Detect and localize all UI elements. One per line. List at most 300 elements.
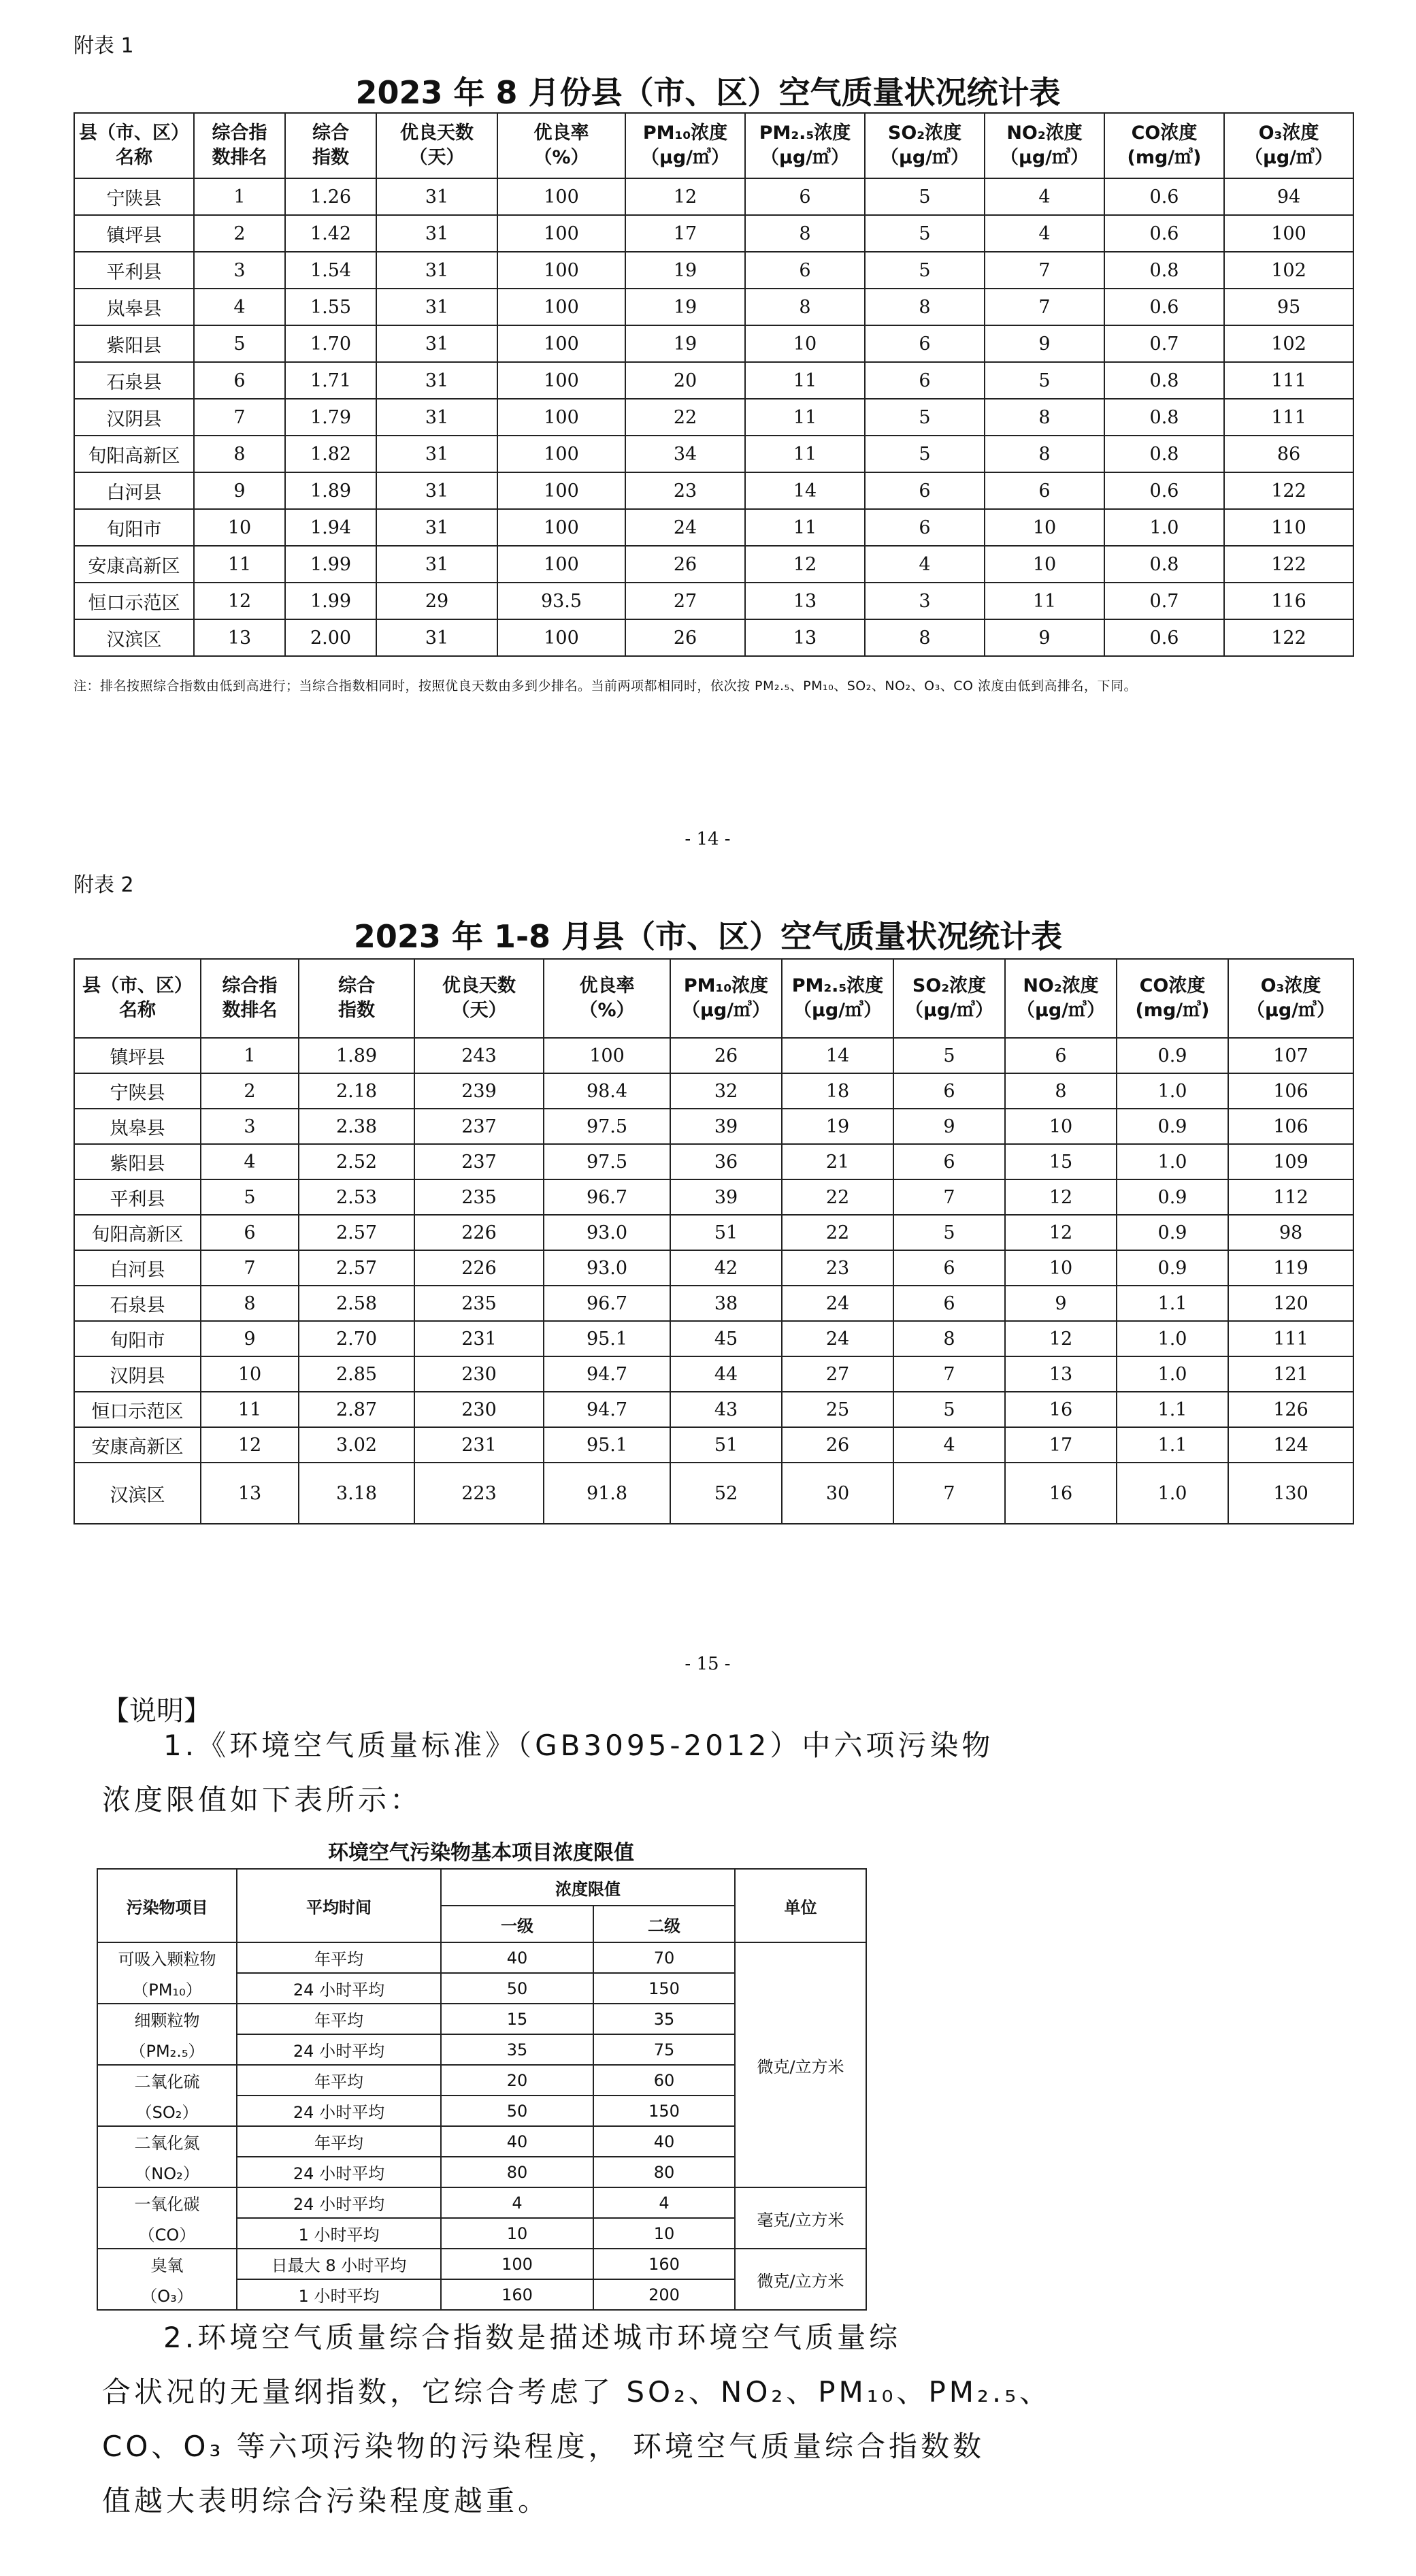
table1-cell: 平利县 (74, 252, 194, 289)
table1-label: 附表 1 (73, 34, 134, 58)
table1-cell: 8 (745, 289, 865, 325)
table-row (74, 289, 1353, 325)
table-row (74, 472, 1353, 509)
table-row (74, 1321, 1353, 1356)
table2-cell: 12 (1005, 1215, 1117, 1250)
table2-cell: 26 (782, 1427, 893, 1463)
table1-cell: 6 (194, 362, 285, 399)
table2-cell: 21 (782, 1144, 893, 1179)
table1-cell: 34 (625, 436, 745, 472)
std-pollutant-symbol: （SO₂） (135, 2103, 199, 2122)
std-grade1-cell: 50 (441, 2096, 593, 2126)
table1-cell: 6 (865, 509, 985, 546)
std-pollutant-symbol: （PM₂.₅） (129, 2042, 205, 2061)
table2-cell: 230 (414, 1392, 544, 1427)
table1-cell: 20 (625, 362, 745, 399)
table2-cell: 107 (1228, 1038, 1353, 1073)
table-row (97, 2187, 866, 2218)
table1-cell: 5 (985, 362, 1104, 399)
standard-limits-table (97, 1868, 867, 2311)
table2-cell: 16 (1005, 1463, 1117, 1524)
table2-cell: 紫阳县 (74, 1144, 201, 1179)
table2-cell: 235 (414, 1286, 544, 1321)
table1-cell: 100 (497, 252, 625, 289)
table1-cell: 19 (625, 252, 745, 289)
table1-cell: 4 (985, 215, 1104, 252)
table1-header-10: O₃浓度 （μg/㎥） (1224, 113, 1353, 178)
table2-cell: 2 (201, 1073, 299, 1109)
table-row (74, 1215, 1353, 1250)
table2-cell: 4 (201, 1144, 299, 1179)
table1-cell: 0.6 (1104, 619, 1224, 656)
std-header-unit: 单位 (735, 1869, 866, 1942)
table2-cell: 6 (893, 1073, 1005, 1109)
table1-cell: 95 (1224, 289, 1353, 325)
table1-cell: 5 (865, 215, 985, 252)
table1-header-0: 县（市、区） 名称 (74, 113, 194, 178)
table2-cell: 36 (670, 1144, 782, 1179)
table2-cell: 5 (893, 1215, 1005, 1250)
table1-cell: 5 (865, 399, 985, 436)
table2-cell: 5 (201, 1179, 299, 1215)
table-row (74, 1179, 1353, 1215)
std-pollutant-symbol: （NO₂） (135, 2164, 199, 2183)
std-unit-milli: 毫克/立方米 (735, 2187, 866, 2249)
table2-cell: 5 (893, 1038, 1005, 1073)
table2-cell: 汉滨区 (74, 1463, 201, 1524)
table2-cell: 119 (1228, 1250, 1353, 1286)
table2-cell: 2.58 (299, 1286, 414, 1321)
std-pollutant-cell (97, 2065, 237, 2126)
table2-cell: 8 (1005, 1073, 1117, 1109)
table2-cell: 1.0 (1117, 1321, 1228, 1356)
table1-cell: 4 (865, 546, 985, 583)
table2-cell: 6 (893, 1144, 1005, 1179)
standard-table-title: 环境空气污染物基本项目浓度限值 (328, 1841, 634, 1865)
table1-cell: 1.0 (1104, 509, 1224, 546)
std-pollutant-cell (97, 2249, 237, 2310)
std-grade1-cell: 20 (441, 2065, 593, 2096)
table1-cell: 1.79 (285, 399, 376, 436)
table2-cell: 11 (201, 1392, 299, 1427)
table1-header-7: SO₂浓度 （μg/㎥） (865, 113, 985, 178)
table1-cell: 9 (985, 325, 1104, 362)
table2-cell: 1.0 (1117, 1463, 1228, 1524)
table2-cell: 124 (1228, 1427, 1353, 1463)
table1-cell: 3 (194, 252, 285, 289)
table1-cell: 100 (497, 362, 625, 399)
std-pollutant-symbol: （CO） (138, 2226, 196, 2245)
table1-cell: 11 (194, 546, 285, 583)
table1-cell: 6 (745, 178, 865, 215)
table1-title: 2023 年 8 月份县（市、区）空气质量状况统计表 (355, 74, 1061, 111)
table1 (73, 112, 1354, 657)
table2-cell: 旬阳市 (74, 1321, 201, 1356)
table1-note: 注：排名按照综合指数由低到高进行；当综合指数相同时，按照优良天数由多到少排名。当前两项都相同时，依次按 PM₂.₅、PM₁₀、SO₂、NO₂、O₃、CO 浓度由低到高排名，下同。 (73, 679, 1138, 694)
table2-cell: 111 (1228, 1321, 1353, 1356)
table2-cell: 22 (782, 1215, 893, 1250)
table1-cell: 0.6 (1104, 178, 1224, 215)
std-avg-time-cell: 24 小时平均 (237, 2096, 441, 2126)
table1-cell: 100 (497, 436, 625, 472)
table2-cell: 19 (782, 1109, 893, 1144)
table1-cell: 100 (497, 289, 625, 325)
table1-cell: 31 (376, 472, 497, 509)
table1-cell: 10 (194, 509, 285, 546)
std-avg-time-cell: 年平均 (237, 2126, 441, 2157)
table2-cell: 5 (893, 1392, 1005, 1427)
table2-header-1: 综合指 数排名 (201, 959, 299, 1038)
table2-header-2: 综合 指数 (299, 959, 414, 1038)
std-pollutant-symbol: （O₃） (141, 2287, 193, 2306)
std-grade1-cell: 4 (441, 2187, 593, 2218)
table2-cell: 1.1 (1117, 1392, 1228, 1427)
table2-cell: 106 (1228, 1109, 1353, 1144)
table1-cell: 1.26 (285, 178, 376, 215)
table2-cell: 2.52 (299, 1144, 414, 1179)
table2-cell: 39 (670, 1179, 782, 1215)
table1-cell: 5 (865, 178, 985, 215)
explanation-para1-line2: 浓度限值如下表所示： (102, 1783, 423, 1816)
table1-cell: 1.70 (285, 325, 376, 362)
table1-cell: 122 (1224, 546, 1353, 583)
table1-cell: 31 (376, 325, 497, 362)
table-row (74, 325, 1353, 362)
table1-cell: 安康高新区 (74, 546, 194, 583)
table2-cell: 2.53 (299, 1179, 414, 1215)
table1-cell: 122 (1224, 619, 1353, 656)
table1-cell: 4 (194, 289, 285, 325)
std-avg-time-cell: 24 小时平均 (237, 1973, 441, 2004)
table1-cell: 110 (1224, 509, 1353, 546)
table2-header-8: NO₂浓度 （μg/㎥） (1005, 959, 1117, 1038)
table1-cell: 6 (865, 472, 985, 509)
table2-cell: 243 (414, 1038, 544, 1073)
std-grade2-cell: 40 (593, 2126, 735, 2157)
table1-cell: 8 (194, 436, 285, 472)
table1-cell: 1.42 (285, 215, 376, 252)
std-grade1-cell: 50 (441, 1973, 593, 2004)
table1-cell: 1.54 (285, 252, 376, 289)
table2-cell: 13 (1005, 1356, 1117, 1392)
std-pollutant-name: 二氧化硫 (134, 2072, 200, 2091)
table1-cell: 5 (865, 436, 985, 472)
table1-cell: 汉滨区 (74, 619, 194, 656)
table2-header-7: SO₂浓度 （μg/㎥） (893, 959, 1005, 1038)
std-avg-time-cell: 1 小时平均 (237, 2279, 441, 2310)
std-grade2-cell: 4 (593, 2187, 735, 2218)
table1-cell: 13 (745, 583, 865, 619)
explanation-para2-line4: 值越大表明综合污染程度越重。 (102, 2484, 550, 2517)
table2-cell: 15 (1005, 1144, 1117, 1179)
std-grade2-cell: 160 (593, 2249, 735, 2279)
std-pollutant-name: 二氧化氮 (134, 2134, 200, 2153)
table1-cell: 11 (985, 583, 1104, 619)
table2-cell: 95.1 (544, 1427, 670, 1463)
table2-cell: 4 (893, 1427, 1005, 1463)
table1-cell: 12 (625, 178, 745, 215)
std-grade1-cell: 35 (441, 2034, 593, 2065)
table1-cell: 白河县 (74, 472, 194, 509)
table2-cell: 38 (670, 1286, 782, 1321)
table2-cell: 0.9 (1117, 1215, 1228, 1250)
table2-cell: 109 (1228, 1144, 1353, 1179)
std-grade1-cell: 80 (441, 2157, 593, 2187)
table2-cell: 镇坪县 (74, 1038, 201, 1073)
std-grade2-cell: 10 (593, 2218, 735, 2249)
std-avg-time-cell: 年平均 (237, 2065, 441, 2096)
table-row (97, 2249, 866, 2279)
table2-cell: 23 (782, 1250, 893, 1286)
table-row (74, 1356, 1353, 1392)
table-row (74, 1427, 1353, 1463)
table1-cell: 17 (625, 215, 745, 252)
table-row (74, 399, 1353, 436)
table2-cell: 6 (893, 1250, 1005, 1286)
std-pollutant-cell (97, 2187, 237, 2249)
table1-cell: 8 (985, 436, 1104, 472)
table-row (74, 215, 1353, 252)
table-row (74, 509, 1353, 546)
table1-cell: 9 (194, 472, 285, 509)
table2-cell: 白河县 (74, 1250, 201, 1286)
std-grade1-cell: 160 (441, 2279, 593, 2310)
table-row (74, 1144, 1353, 1179)
table1-cell: 31 (376, 289, 497, 325)
table1-cell: 石泉县 (74, 362, 194, 399)
std-avg-time-cell: 1 小时平均 (237, 2218, 441, 2249)
table1-cell: 13 (745, 619, 865, 656)
table2-cell: 44 (670, 1356, 782, 1392)
table-row (74, 546, 1353, 583)
table1-header-6: PM₂.₅浓度 （μg/㎥） (745, 113, 865, 178)
table1-cell: 1 (194, 178, 285, 215)
table1-cell: 13 (194, 619, 285, 656)
table1-cell: 14 (745, 472, 865, 509)
std-grade2-cell: 60 (593, 2065, 735, 2096)
table1-header-8: NO₂浓度 （μg/㎥） (985, 113, 1104, 178)
table2 (73, 958, 1354, 1525)
table2-cell: 32 (670, 1073, 782, 1109)
table1-cell: 100 (497, 509, 625, 546)
table1-cell: 0.6 (1104, 215, 1224, 252)
table1-cell: 3 (865, 583, 985, 619)
table2-cell: 6 (1005, 1038, 1117, 1073)
table1-cell: 31 (376, 546, 497, 583)
table1-cell: 0.8 (1104, 362, 1224, 399)
table2-cell: 1.89 (299, 1038, 414, 1073)
table2-label: 附表 2 (73, 873, 134, 897)
table-row (74, 252, 1353, 289)
table2-cell: 121 (1228, 1356, 1353, 1392)
table2-cell: 22 (782, 1179, 893, 1215)
table2-header-3: 优良天数 （天） (414, 959, 544, 1038)
std-pollutant-cell (97, 2126, 237, 2187)
table2-cell: 9 (201, 1321, 299, 1356)
table2-cell: 226 (414, 1215, 544, 1250)
table2-cell: 13 (201, 1463, 299, 1524)
table1-cell: 恒口示范区 (74, 583, 194, 619)
table1-cell: 86 (1224, 436, 1353, 472)
table2-cell: 3 (201, 1109, 299, 1144)
explanation-para2-line1: 2.环境空气质量综合指数是描述城市环境空气质量综 (163, 2321, 902, 2354)
table1-cell: 0.8 (1104, 399, 1224, 436)
table1-cell: 8 (745, 215, 865, 252)
table1-cell: 宁陕县 (74, 178, 194, 215)
table-row (74, 1392, 1353, 1427)
table1-cell: 0.7 (1104, 583, 1224, 619)
table1-cell: 122 (1224, 472, 1353, 509)
table-row (74, 1463, 1353, 1524)
page-number-14: - 14 - (685, 829, 731, 849)
table1-cell: 94 (1224, 178, 1353, 215)
table2-cell: 0.9 (1117, 1038, 1228, 1073)
table2-cell: 汉阴县 (74, 1356, 201, 1392)
table1-cell: 6 (745, 252, 865, 289)
table1-header-1: 综合指 数排名 (194, 113, 285, 178)
std-header-avg-time: 平均时间 (237, 1869, 441, 1942)
table2-cell: 239 (414, 1073, 544, 1109)
table2-cell: 106 (1228, 1073, 1353, 1109)
table1-header-9: CO浓度 (mg/㎥) (1104, 113, 1224, 178)
table2-cell: 95.1 (544, 1321, 670, 1356)
table1-cell: 1.55 (285, 289, 376, 325)
table1-cell: 26 (625, 546, 745, 583)
std-grade1-cell: 100 (441, 2249, 593, 2279)
std-unit-micro-ozone: 微克/立方米 (735, 2249, 866, 2310)
table2-header-4: 优良率 （%） (544, 959, 670, 1038)
table2-cell: 12 (1005, 1179, 1117, 1215)
std-pollutant-name: 细颗粒物 (134, 2011, 200, 2030)
table1-cell: 22 (625, 399, 745, 436)
table1-cell: 汉阴县 (74, 399, 194, 436)
table2-cell: 0.9 (1117, 1179, 1228, 1215)
std-avg-time-cell: 年平均 (237, 1942, 441, 1973)
table-row (74, 1073, 1353, 1109)
table2-cell: 1.0 (1117, 1073, 1228, 1109)
table2-cell: 2.87 (299, 1392, 414, 1427)
table2-cell: 1.1 (1117, 1427, 1228, 1463)
table2-cell: 97.5 (544, 1144, 670, 1179)
table2-cell: 30 (782, 1463, 893, 1524)
table1-cell: 7 (194, 399, 285, 436)
table2-cell: 2.57 (299, 1250, 414, 1286)
table1-cell: 8 (865, 289, 985, 325)
table2-cell: 120 (1228, 1286, 1353, 1321)
table2-cell: 51 (670, 1427, 782, 1463)
std-grade2-cell: 80 (593, 2157, 735, 2187)
table2-cell: 112 (1228, 1179, 1353, 1215)
table-row (74, 362, 1353, 399)
table1-cell: 9 (985, 619, 1104, 656)
table2-header-10: O₃浓度 （μg/㎥） (1228, 959, 1353, 1038)
std-grade2-cell: 150 (593, 2096, 735, 2126)
table2-cell: 231 (414, 1427, 544, 1463)
table2-cell: 1.0 (1117, 1144, 1228, 1179)
table1-cell: 2 (194, 215, 285, 252)
table2-cell: 223 (414, 1463, 544, 1524)
table1-cell: 6 (865, 362, 985, 399)
table1-header-3: 优良天数 （天） (376, 113, 497, 178)
table2-cell: 8 (201, 1286, 299, 1321)
table1-cell: 31 (376, 215, 497, 252)
table1-cell: 29 (376, 583, 497, 619)
table2-cell: 2.18 (299, 1073, 414, 1109)
table2-cell: 231 (414, 1321, 544, 1356)
table2-cell: 230 (414, 1356, 544, 1392)
table2-cell: 平利县 (74, 1179, 201, 1215)
table1-cell: 7 (985, 289, 1104, 325)
table2-cell: 12 (201, 1427, 299, 1463)
std-grade2-cell: 70 (593, 1942, 735, 1973)
table2-cell: 7 (893, 1463, 1005, 1524)
table2-cell: 10 (1005, 1250, 1117, 1286)
table2-cell: 14 (782, 1038, 893, 1073)
std-pollutant-cell (97, 1942, 237, 2004)
table1-cell: 23 (625, 472, 745, 509)
table1-cell: 31 (376, 178, 497, 215)
table2-cell: 94.7 (544, 1356, 670, 1392)
table1-cell: 岚皋县 (74, 289, 194, 325)
table2-cell: 45 (670, 1321, 782, 1356)
std-pollutant-symbol: （PM₁₀） (132, 1980, 202, 2000)
std-header-limit: 浓度限值 (441, 1869, 735, 1906)
table2-cell: 235 (414, 1179, 544, 1215)
page-number-15: - 15 - (685, 1654, 731, 1674)
table1-cell: 4 (985, 178, 1104, 215)
table1-cell: 31 (376, 619, 497, 656)
table2-title: 2023 年 1-8 月县（市、区）空气质量状况统计表 (353, 918, 1063, 955)
table1-cell: 1.89 (285, 472, 376, 509)
table1-cell: 10 (745, 325, 865, 362)
table2-header-6: PM₂.₅浓度 （μg/㎥） (782, 959, 893, 1038)
table1-cell: 紫阳县 (74, 325, 194, 362)
table2-cell: 24 (782, 1321, 893, 1356)
table2-cell: 96.7 (544, 1286, 670, 1321)
table2-cell: 7 (893, 1356, 1005, 1392)
table2-cell: 10 (201, 1356, 299, 1392)
std-grade1-cell: 10 (441, 2218, 593, 2249)
table1-cell: 旬阳市 (74, 509, 194, 546)
table1-cell: 镇坪县 (74, 215, 194, 252)
table1-cell: 27 (625, 583, 745, 619)
table1-cell: 8 (865, 619, 985, 656)
table1-cell: 100 (497, 215, 625, 252)
table2-cell: 226 (414, 1250, 544, 1286)
table2-cell: 0.9 (1117, 1250, 1228, 1286)
table2-cell: 130 (1228, 1463, 1353, 1524)
table1-cell: 102 (1224, 325, 1353, 362)
table1-cell: 19 (625, 289, 745, 325)
table1-cell: 31 (376, 399, 497, 436)
table1-cell: 26 (625, 619, 745, 656)
table2-cell: 17 (1005, 1427, 1117, 1463)
table2-cell: 42 (670, 1250, 782, 1286)
table2-cell: 237 (414, 1109, 544, 1144)
explanation-heading: 【说明】 (102, 1695, 211, 1727)
table2-cell: 2.57 (299, 1215, 414, 1250)
table-row (74, 583, 1353, 619)
table1-cell: 0.7 (1104, 325, 1224, 362)
table1-cell: 5 (865, 252, 985, 289)
table-row (74, 1109, 1353, 1144)
table1-cell: 5 (194, 325, 285, 362)
table2-cell: 97.5 (544, 1109, 670, 1144)
table2-cell: 24 (782, 1286, 893, 1321)
table2-cell: 恒口示范区 (74, 1392, 201, 1427)
table-row (74, 619, 1353, 656)
table2-cell: 237 (414, 1144, 544, 1179)
